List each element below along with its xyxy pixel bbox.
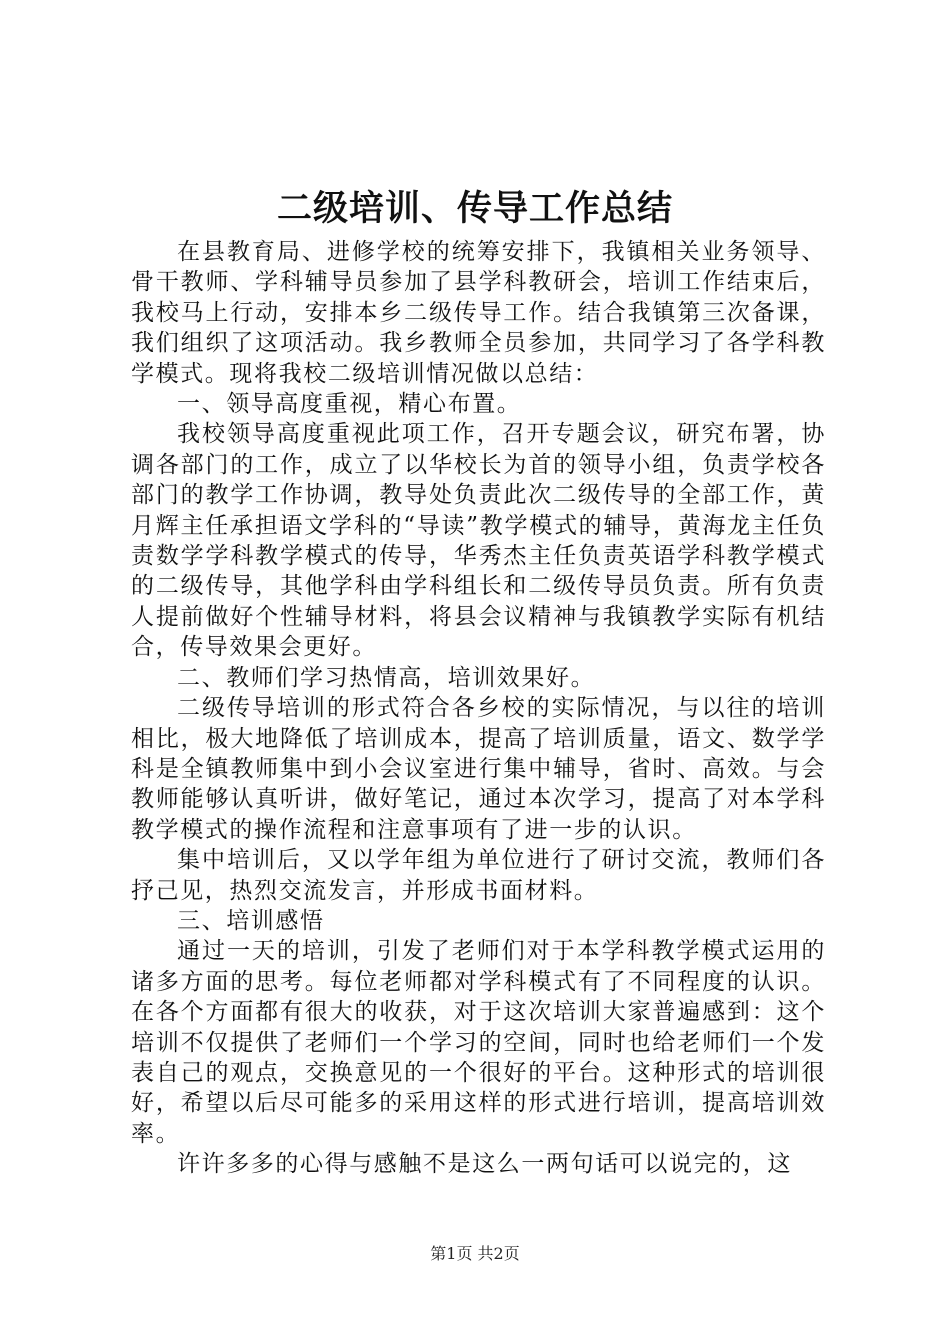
section-heading-2: 二、教师们学习热情高，培训效果好。 xyxy=(177,664,596,691)
section-2-paragraph-1: 二级传导培训的形式符合各乡校的实际情况，与以往的培训相比，极大地降低了培训成本，提高了培训质量，语文、数学学科是全镇教师集中到小会议室进行集中辅导，省时、高效。与会教师能够认真听讲，做好笔记，通过本次学习，提高了对本学科教学模式的操作流程和注意事项有了进一步的认识。 xyxy=(131,695,826,843)
section-3-paragraph-2: 许许多多的心得与感触不是这么一两句话可以说完的，这 xyxy=(177,1151,792,1178)
section-3-paragraph-1: 通过一天的培训，引发了老师们对于本学科教学模式运用的诸多方面的思考。每位老师都对学科模式有了不同程度的认识。在各个方面都有很大的收获，对于这次培训大家普遍感到：这个培训不仅提供了老师们一个学习的空间，同时也给老师们一个发表自己的观点，交换意见的一个很好的平台。这种形式的培训很好，希望以后尽可能多的采用这样的形式进行培训，提高培训效率。 xyxy=(131,938,826,1147)
section-2-paragraph-2: 集中培训后，又以学年组为单位进行了研讨交流，教师们各抒己见，热烈交流发言，并形成书面材料。 xyxy=(131,847,826,904)
section-1-paragraph: 我校领导高度重视此项工作，召开专题会议，研究布署，协调各部门的工作，成立了以华校长为首的领导小组，负责学校各部门的教学工作协调，教导处负责此次二级传导的全部工作，黄月辉主任承担语文学科的“导读”教学模式的辅导，黄海龙主任负责数学学科教学模式的传导，华秀杰主任负责英语学科教学模式的二级传导，其他学科由学科组长和二级传导员负责。所有负责人提前做好个性辅导材料，将县会议精神与我镇教学实际有机结合，传导效果会更好。 xyxy=(131,421,826,661)
document-title: 二级培训、传导工作总结 xyxy=(276,188,673,229)
section-heading-1: 一、领导高度重视，精心布置。 xyxy=(177,391,522,418)
page-number-footer: 第1页 共2页 xyxy=(430,1244,520,1263)
intro-paragraph: 在县教育局、进修学校的统筹安排下，我镇相关业务领导、骨干教师、学科辅导员参加了县学科教研会，培训工作结束后，我校马上行动，安排本乡二级传导工作。结合我镇第三次备课，我们组织了这项活动。我乡教师全员参加，共同学习了各学科教学模式。现将我校二级培训情况做以总结： xyxy=(131,239,826,387)
section-heading-3: 三、培训感悟 xyxy=(177,907,325,934)
document-body xyxy=(131,237,826,1180)
